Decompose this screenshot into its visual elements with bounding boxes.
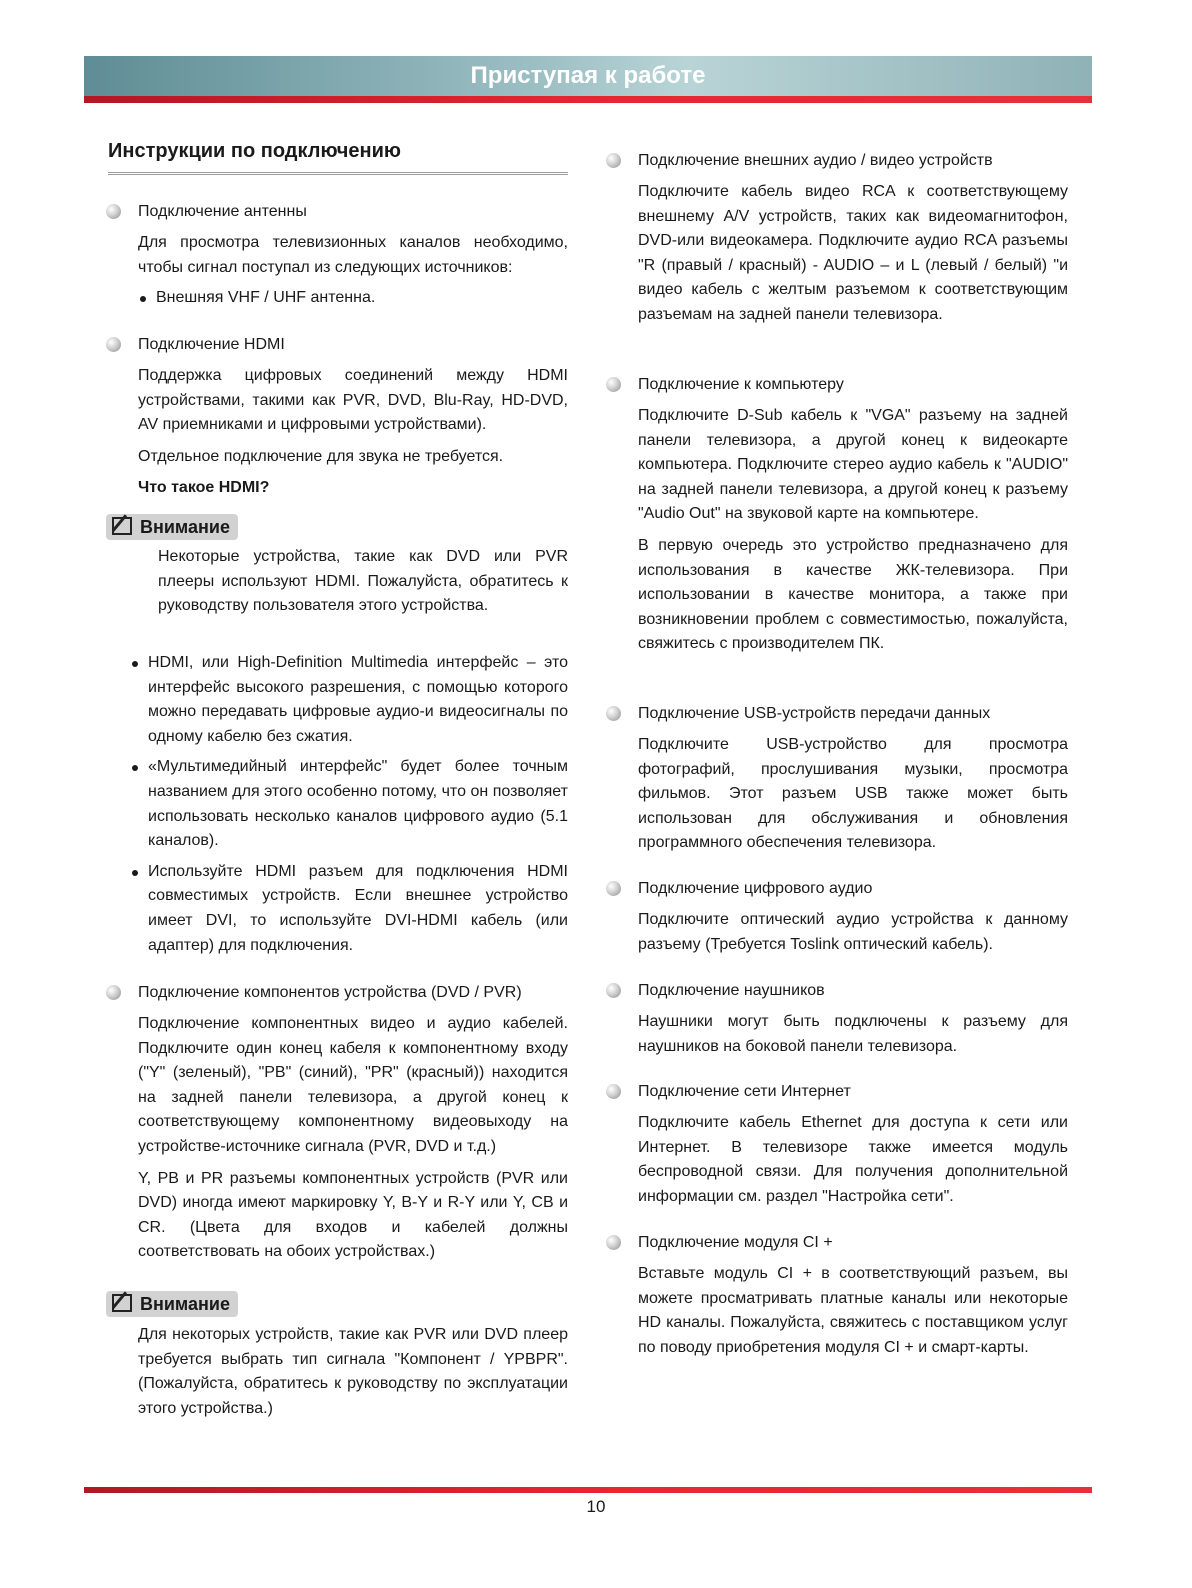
network-section [606, 1080, 1068, 1209]
hdmi-text-1: Поддержка цифровых соединений между HDMI устройствами, такими как PVR, DVD, Blu-Ray, HD-DVD, AV приемниками и цифровыми устройствами). [138, 367, 568, 434]
antenna-bullet: Внешняя VHF / UHF антенна. [138, 286, 568, 311]
pc-heading: Подключение к компьютеру [638, 376, 844, 393]
ci-section [606, 1231, 1068, 1360]
antenna-text: Для просмотра телевизионных каналов необходимо, чтобы сигнал поступал из следующих источников: [138, 234, 568, 276]
bullet-circle-icon [606, 153, 621, 168]
note-badge: Внимание [106, 514, 238, 540]
component-note [106, 1291, 568, 1421]
hdmi-bullet: Используйте HDMI разъем для подключения HDMI совместимых устройств. Если внешнее устройство имеет DVI, то используйте DVI-HDMI кабель (или адаптер) для подключения. [130, 860, 568, 958]
pc-text-2: В первую очередь это устройство предназначено для использования в качестве ЖК-телевизора. При использовании в качестве монитора, а также при возникновении проблем с совместимостью, пожалуйста, свяжитесь с производителем ПК. [638, 536, 1068, 653]
component-note-text: Для некоторых устройств, такие как PVR или DVD плеер требуется выбрать тип сигнала "Компонент / YPBPR". (Пожалуйста, обратитесь к руководству по эксплуатации этого устройства.) [138, 1326, 568, 1417]
hdmi-note [106, 514, 568, 619]
pc-text-1: Подключите D-Sub кабель к "VGA" разъему на задней панели телевизора, а другой конец к видеокарте компьютера. Подключите стерео аудио кабель к "AUDIO" на задней панели телевизора, а другой конец к разъему "Audio Out" на звуковой карте на компьютере. [638, 407, 1068, 523]
hdmi-question: Что такое HDMI? [138, 479, 270, 497]
note-badge: Внимание [106, 1291, 238, 1317]
component-heading: Подключение компонентов устройства (DVD / PVR) [138, 984, 522, 1001]
hdmi-note-text: Некоторые устройства, такие как DVD или PVR плееры используют HDMI. Пожалуйста, обратитесь к руководству пользователя этого устройства. [158, 548, 568, 615]
component-section [106, 981, 568, 1265]
component-text-2: Y, PB и PR разъемы компонентных устройств (PVR или DVD) иногда имеют маркировку Y, B-Y и R-Y или Y, CB и CR. (Цвета для входов и кабелей должны соответствовать на обоих устройствах.) [138, 1169, 568, 1261]
note-edit-icon [112, 1294, 132, 1312]
ci-heading: Подключение модуля CI + [638, 1234, 833, 1251]
pc-section [606, 373, 1068, 657]
note-edit-icon [112, 517, 132, 535]
bullet-circle-icon [606, 881, 621, 896]
page-title: Инструкции по подключению [108, 140, 568, 175]
page-number: 10 [586, 1497, 606, 1516]
headphones-text: Наушники могут быть подключены к разъему для наушников на боковой панели телевизора. [638, 1013, 1068, 1055]
headphones-section [606, 979, 1068, 1059]
av-heading: Подключение внешних аудио / видео устройств [638, 152, 993, 169]
network-text: Подключите кабель Ethernet для доступа к сети или Интернет. В телевизоре также имеется модуль беспроводной связи. Для получения дополнительной информации см. раздел "Настройка сети". [638, 1114, 1068, 1205]
bullet-circle-icon [606, 1235, 621, 1250]
digital-audio-text: Подключите оптический аудио устройства к данному разъему (Требуется Toslink оптический кабель). [638, 911, 1068, 953]
bullet-circle-icon [106, 985, 121, 1000]
av-section [606, 149, 1068, 328]
headphones-heading: Подключение наушников [638, 982, 825, 999]
digital-audio-section [606, 877, 1068, 957]
bullet-circle-icon [606, 983, 621, 998]
antenna-heading: Подключение антенны [138, 203, 307, 220]
digital-audio-heading: Подключение цифрового аудио [638, 880, 873, 897]
bullet-circle-icon [606, 1084, 621, 1099]
bullet-circle-icon [606, 706, 621, 721]
bullet-circle-icon [106, 337, 121, 352]
hdmi-bullets [114, 651, 568, 964]
network-heading: Подключение сети Интернет [638, 1083, 851, 1100]
bullet-circle-icon [106, 204, 121, 219]
hdmi-section [106, 333, 568, 501]
hdmi-heading: Подключение HDMI [138, 336, 285, 353]
usb-heading: Подключение USB-устройств передачи данных [638, 705, 991, 722]
usb-text: Подключите USB-устройство для просмотра фотографий, прослушивания музыки, просмотра фильмов. Этот разъем USB также может быть использован для обслуживания и обновления программного обеспечения телевизора. [638, 736, 1068, 852]
hdmi-text-2: Отдельное подключение для звука не требуется. [138, 447, 504, 465]
footer-red-bar [84, 1487, 1092, 1493]
hdmi-bullet: HDMI, или High-Definition Multimedia интерфейс – это интерфейс высокого разрешения, с помощью которого можно передавать цифровые аудио-и видеосигналы по одному кабелю без сжатия. [130, 651, 568, 749]
hdmi-bullet: «Мультимедийный интерфейс" будет более точным названием для этого особенно потому, что он позволяет использовать несколько каналов цифрового аудио (5.1 каналов). [130, 755, 568, 853]
usb-section [606, 702, 1068, 856]
header-red-bar [84, 96, 1092, 103]
av-text: Подключите кабель видео RCA к соответствующему внешнему A/V устройств, таких как видеомагнитофон, DVD-или видеокамера. Подключите аудио RCA разъемы "R (правый / красный) - AUDIO – и L (левый / белый) "и видео кабель с желтым разъемом к соответствующим разъемам на задней панели телевизора. [638, 183, 1068, 323]
component-text-1: Подключение компонентных видео и аудио кабелей. Подключите один конец кабеля к компонентному входу ("Y" (зеленый), "PB" (синий), "PR" (красный)) находится на задней панели телевизора, а другой конец к соответствующему компонентному видеовыходу на устройстве-источнике сигнала (PVR, DVD и т.д.) [138, 1015, 568, 1155]
bullet-circle-icon [606, 377, 621, 392]
ci-text: Вставьте модуль CI + в соответствующий разъем, вы можете просматривать платные каналы или некоторые HD каналы. Пожалуйста, свяжитесь с поставщиком услуг по поводу приобретения модуля CI + и смарт-карты. [638, 1265, 1068, 1356]
antenna-section [106, 200, 568, 317]
chapter-header: Приступая к работе [84, 56, 1092, 96]
